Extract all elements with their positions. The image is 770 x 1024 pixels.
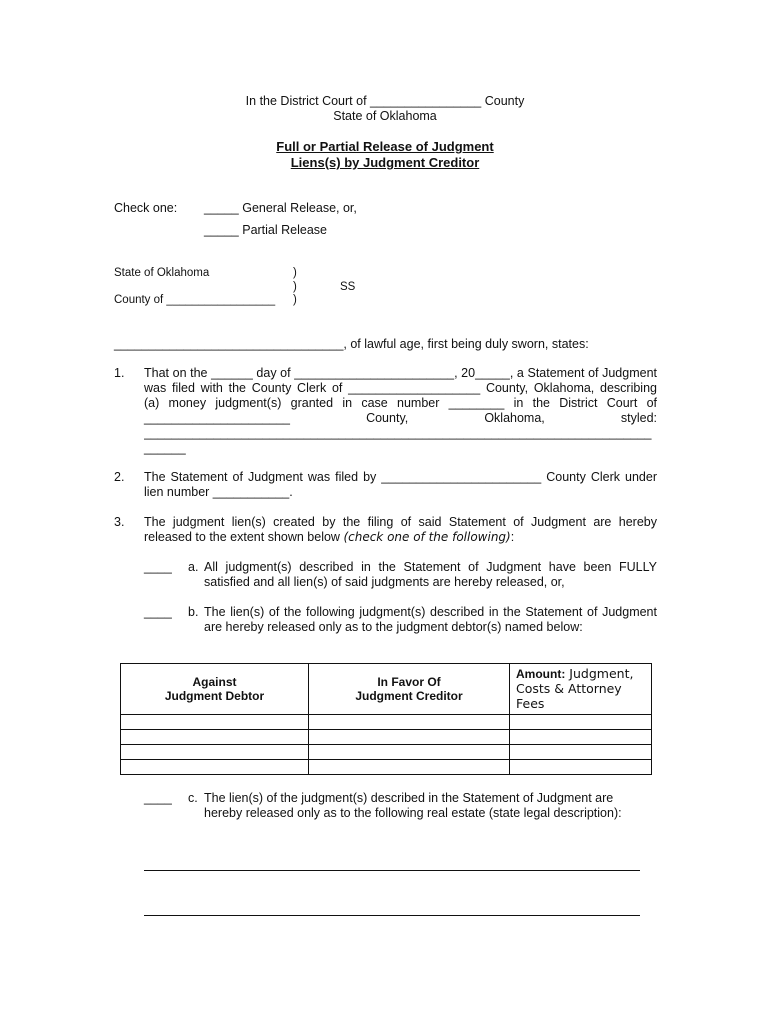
table-row	[121, 760, 652, 775]
item3-number: 3.	[114, 515, 125, 529]
header-in-favor-of-creditor	[309, 664, 510, 715]
table-cell[interactable]	[121, 745, 309, 760]
table-cell[interactable]	[309, 760, 510, 775]
item2-number: 2.	[114, 470, 125, 484]
item3-line1: The judgment lien(s) created by the filing of said Statement of Judgment are hereby	[144, 515, 657, 529]
item3-line2	[144, 530, 514, 544]
header-against: Against	[192, 675, 237, 689]
item1-line1: That on the ______ day of _______________________, 20_____, a Statement of Judgment	[144, 366, 657, 380]
item2-line2: lien number ___________.	[144, 485, 293, 499]
option-c-letter: c.	[188, 791, 198, 805]
venue-paren-3: )	[293, 294, 297, 306]
table-cell[interactable]	[510, 745, 652, 760]
general-release-option[interactable]: _____ General Release, or,	[204, 201, 357, 215]
header-amount	[510, 664, 652, 715]
table-cell[interactable]	[510, 730, 652, 745]
item1-line4: _____________________ County, Oklahoma, styled:	[144, 411, 657, 425]
table-row	[121, 730, 652, 745]
option-a-blank[interactable]: ____	[144, 560, 172, 574]
option-a-letter: a.	[188, 560, 199, 574]
table-cell[interactable]	[510, 715, 652, 730]
venue-ss: SS	[340, 281, 356, 293]
judgment-debtor-table	[120, 663, 652, 775]
item1-line2: was filed with the County Clerk of ___________________ County, Oklahoma, describing	[144, 381, 657, 395]
item3-line2-end: :	[510, 530, 515, 544]
item1-line5: _________________________________________________________________________	[144, 426, 652, 440]
table-cell[interactable]	[510, 760, 652, 775]
table-cell[interactable]	[121, 730, 309, 745]
item1-line3: (a) money judgment(s) granted in case number ________ in the District Court of	[144, 396, 657, 410]
partial-release-option[interactable]: _____ Partial Release	[204, 223, 327, 237]
header-judgment-creditor: Judgment Creditor	[355, 689, 463, 703]
option-b-line2: are hereby released only as to the judgment debtor(s) named below:	[204, 620, 583, 634]
table-cell[interactable]	[309, 745, 510, 760]
venue-paren-1: )	[293, 267, 297, 279]
header-amount-label: Amount:	[516, 667, 566, 681]
document-title-line1: Full or Partial Release of Judgment	[276, 139, 494, 154]
item1-line6: ______	[144, 441, 186, 455]
option-c-line1: The lien(s) of the judgment(s) described in the Statement of Judgment are	[204, 791, 614, 805]
table-cell[interactable]	[121, 760, 309, 775]
header-in-favor-of: In Favor Of	[377, 675, 441, 689]
venue-county: County of _________________	[114, 294, 276, 306]
venue-state: State of Oklahoma	[114, 267, 210, 279]
table-row	[121, 715, 652, 730]
option-b-letter: b.	[188, 605, 199, 619]
option-a-line2: satisfied and all lien(s) of said judgments are hereby released, or,	[204, 575, 565, 589]
option-c-line2: hereby released only as to the following real estate (state legal description):	[204, 806, 622, 820]
table-cell[interactable]	[309, 715, 510, 730]
document-title-line2: Liens(s) by Judgment Creditor	[290, 155, 480, 170]
table-header-row	[121, 664, 652, 715]
legal-description-line-2[interactable]	[144, 915, 640, 916]
state-heading: State of Oklahoma	[333, 109, 437, 123]
affiant-statement: _________________________________, of lawful age, first being duly sworn, states:	[114, 337, 589, 351]
option-b-blank[interactable]: ____	[144, 605, 172, 619]
table-cell[interactable]	[121, 715, 309, 730]
item2-line1: The Statement of Judgment was filed by _______________________ County Clerk under	[144, 470, 657, 484]
header-against-judgment-debtor	[121, 664, 309, 715]
item3-line2-text: released to the extent shown below	[144, 530, 344, 544]
option-a-line1: All judgment(s) described in the Statement of Judgment have been FULLY	[204, 560, 657, 574]
header-judgment-debtor: Judgment Debtor	[164, 689, 265, 703]
venue-paren-2: )	[293, 281, 297, 293]
item1-number: 1.	[114, 366, 125, 380]
header-amount-detail: Judgment, Costs & Attorney Fees	[516, 666, 634, 711]
legal-description-line-1[interactable]	[144, 870, 640, 871]
check-one-label: Check one:	[114, 201, 178, 215]
table-cell[interactable]	[309, 730, 510, 745]
table-row	[121, 745, 652, 760]
court-heading: In the District Court of ________________ County	[245, 94, 525, 108]
option-c-blank[interactable]: ____	[144, 791, 172, 805]
item3-line2-italic: (check one of the following)	[343, 530, 511, 544]
option-b-line1: The lien(s) of the following judgment(s) described in the Statement of Judgment	[204, 605, 657, 619]
